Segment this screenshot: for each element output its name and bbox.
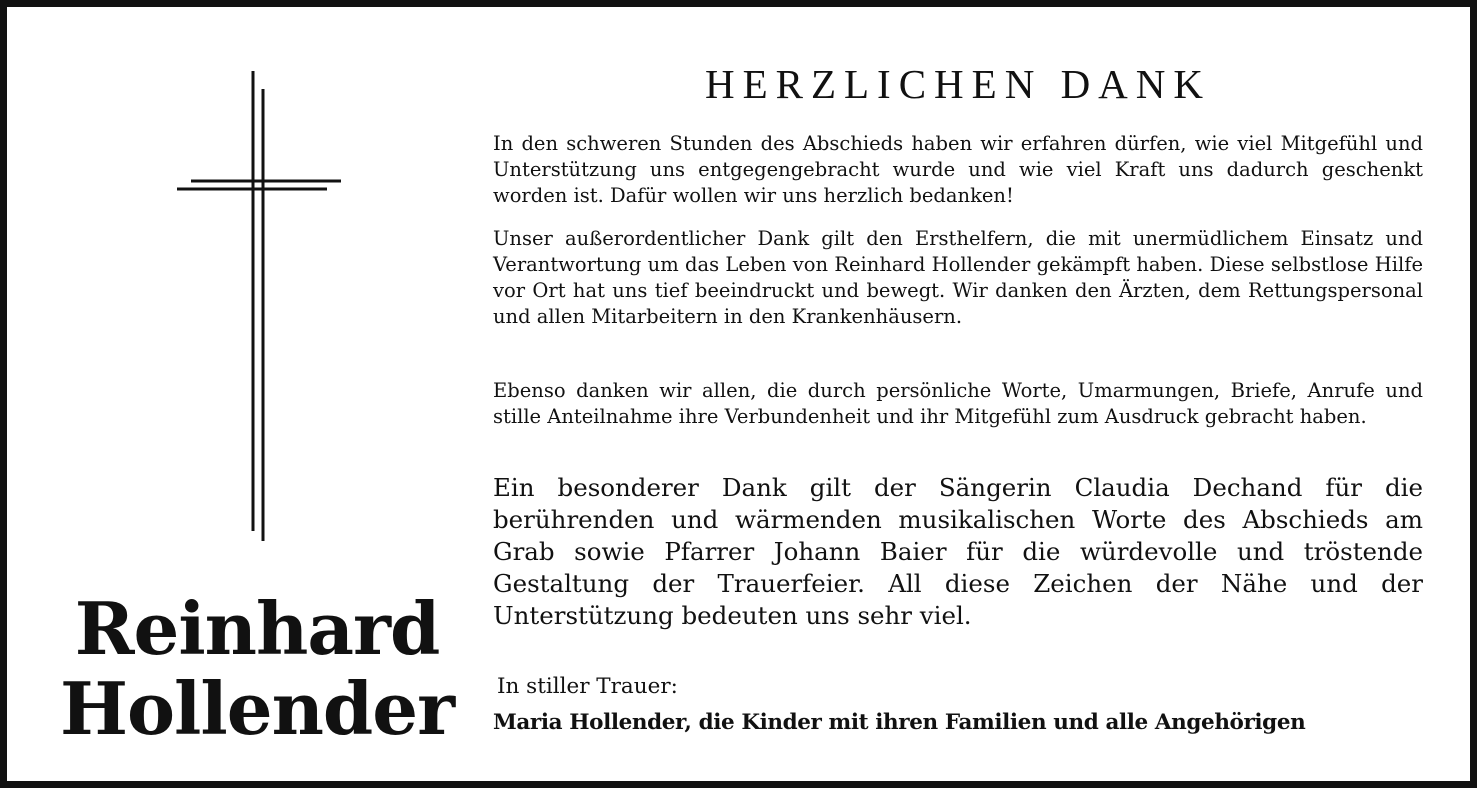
paragraph-special-thanks: Ein besonderer Dank gilt der Sängerin Claudia Dechand für die berührenden und wärmenden musikalischen Worte des Abschieds am Grab sowie Pfarrer Johann Baier für die würdevolle und tröstende Gestaltung der Trauerfeier. All diese Zeichen der Nähe und der Unterstützung bedeuten uns sehr viel. xyxy=(493,473,1423,630)
notice-title: HERZLICHEN DANK xyxy=(704,61,1212,107)
signers: Maria Hollender, die Kinder mit ihren Familien und alle Angehörigen xyxy=(493,710,1306,735)
paragraph-first-responders: Unser außerordentlicher Dank gilt den Ersthelfern, die mit unermüdlichem Einsatz und Verantwortung um das Leben von Reinhard Hollender gekämpft haben. Diese selbstlose Hilfe vor Ort hat uns tief beeindruckt und bewegt. Wir danken den Ärzten, dem Rettungspersonal und allen Mitarbeitern in den Krankenhäusern. xyxy=(493,227,1423,328)
paragraph-condolences: Ebenso danken wir allen, die durch persönliche Worte, Umarmungen, Briefe, Anrufe und stille Anteilnahme ihre Verbundenheit und ihr Mitgefühl zum Ausdruck gebracht haben. xyxy=(493,379,1423,428)
cross-icon xyxy=(167,65,352,550)
deceased-first-name: Reinhard xyxy=(74,586,440,671)
deceased-last-name: Hollender xyxy=(60,666,454,751)
closing-line: In stiller Trauer: xyxy=(497,674,678,699)
paragraph-thanks-intro: In den schweren Stunden des Abschieds haben wir erfahren dürfen, wie viel Mitgefühl und Unterstützung uns entgegengebracht wurde und wie viel Kraft uns dadurch geschenkt worden ist. Dafür wollen wir uns herzlich bedanken! xyxy=(493,132,1423,207)
